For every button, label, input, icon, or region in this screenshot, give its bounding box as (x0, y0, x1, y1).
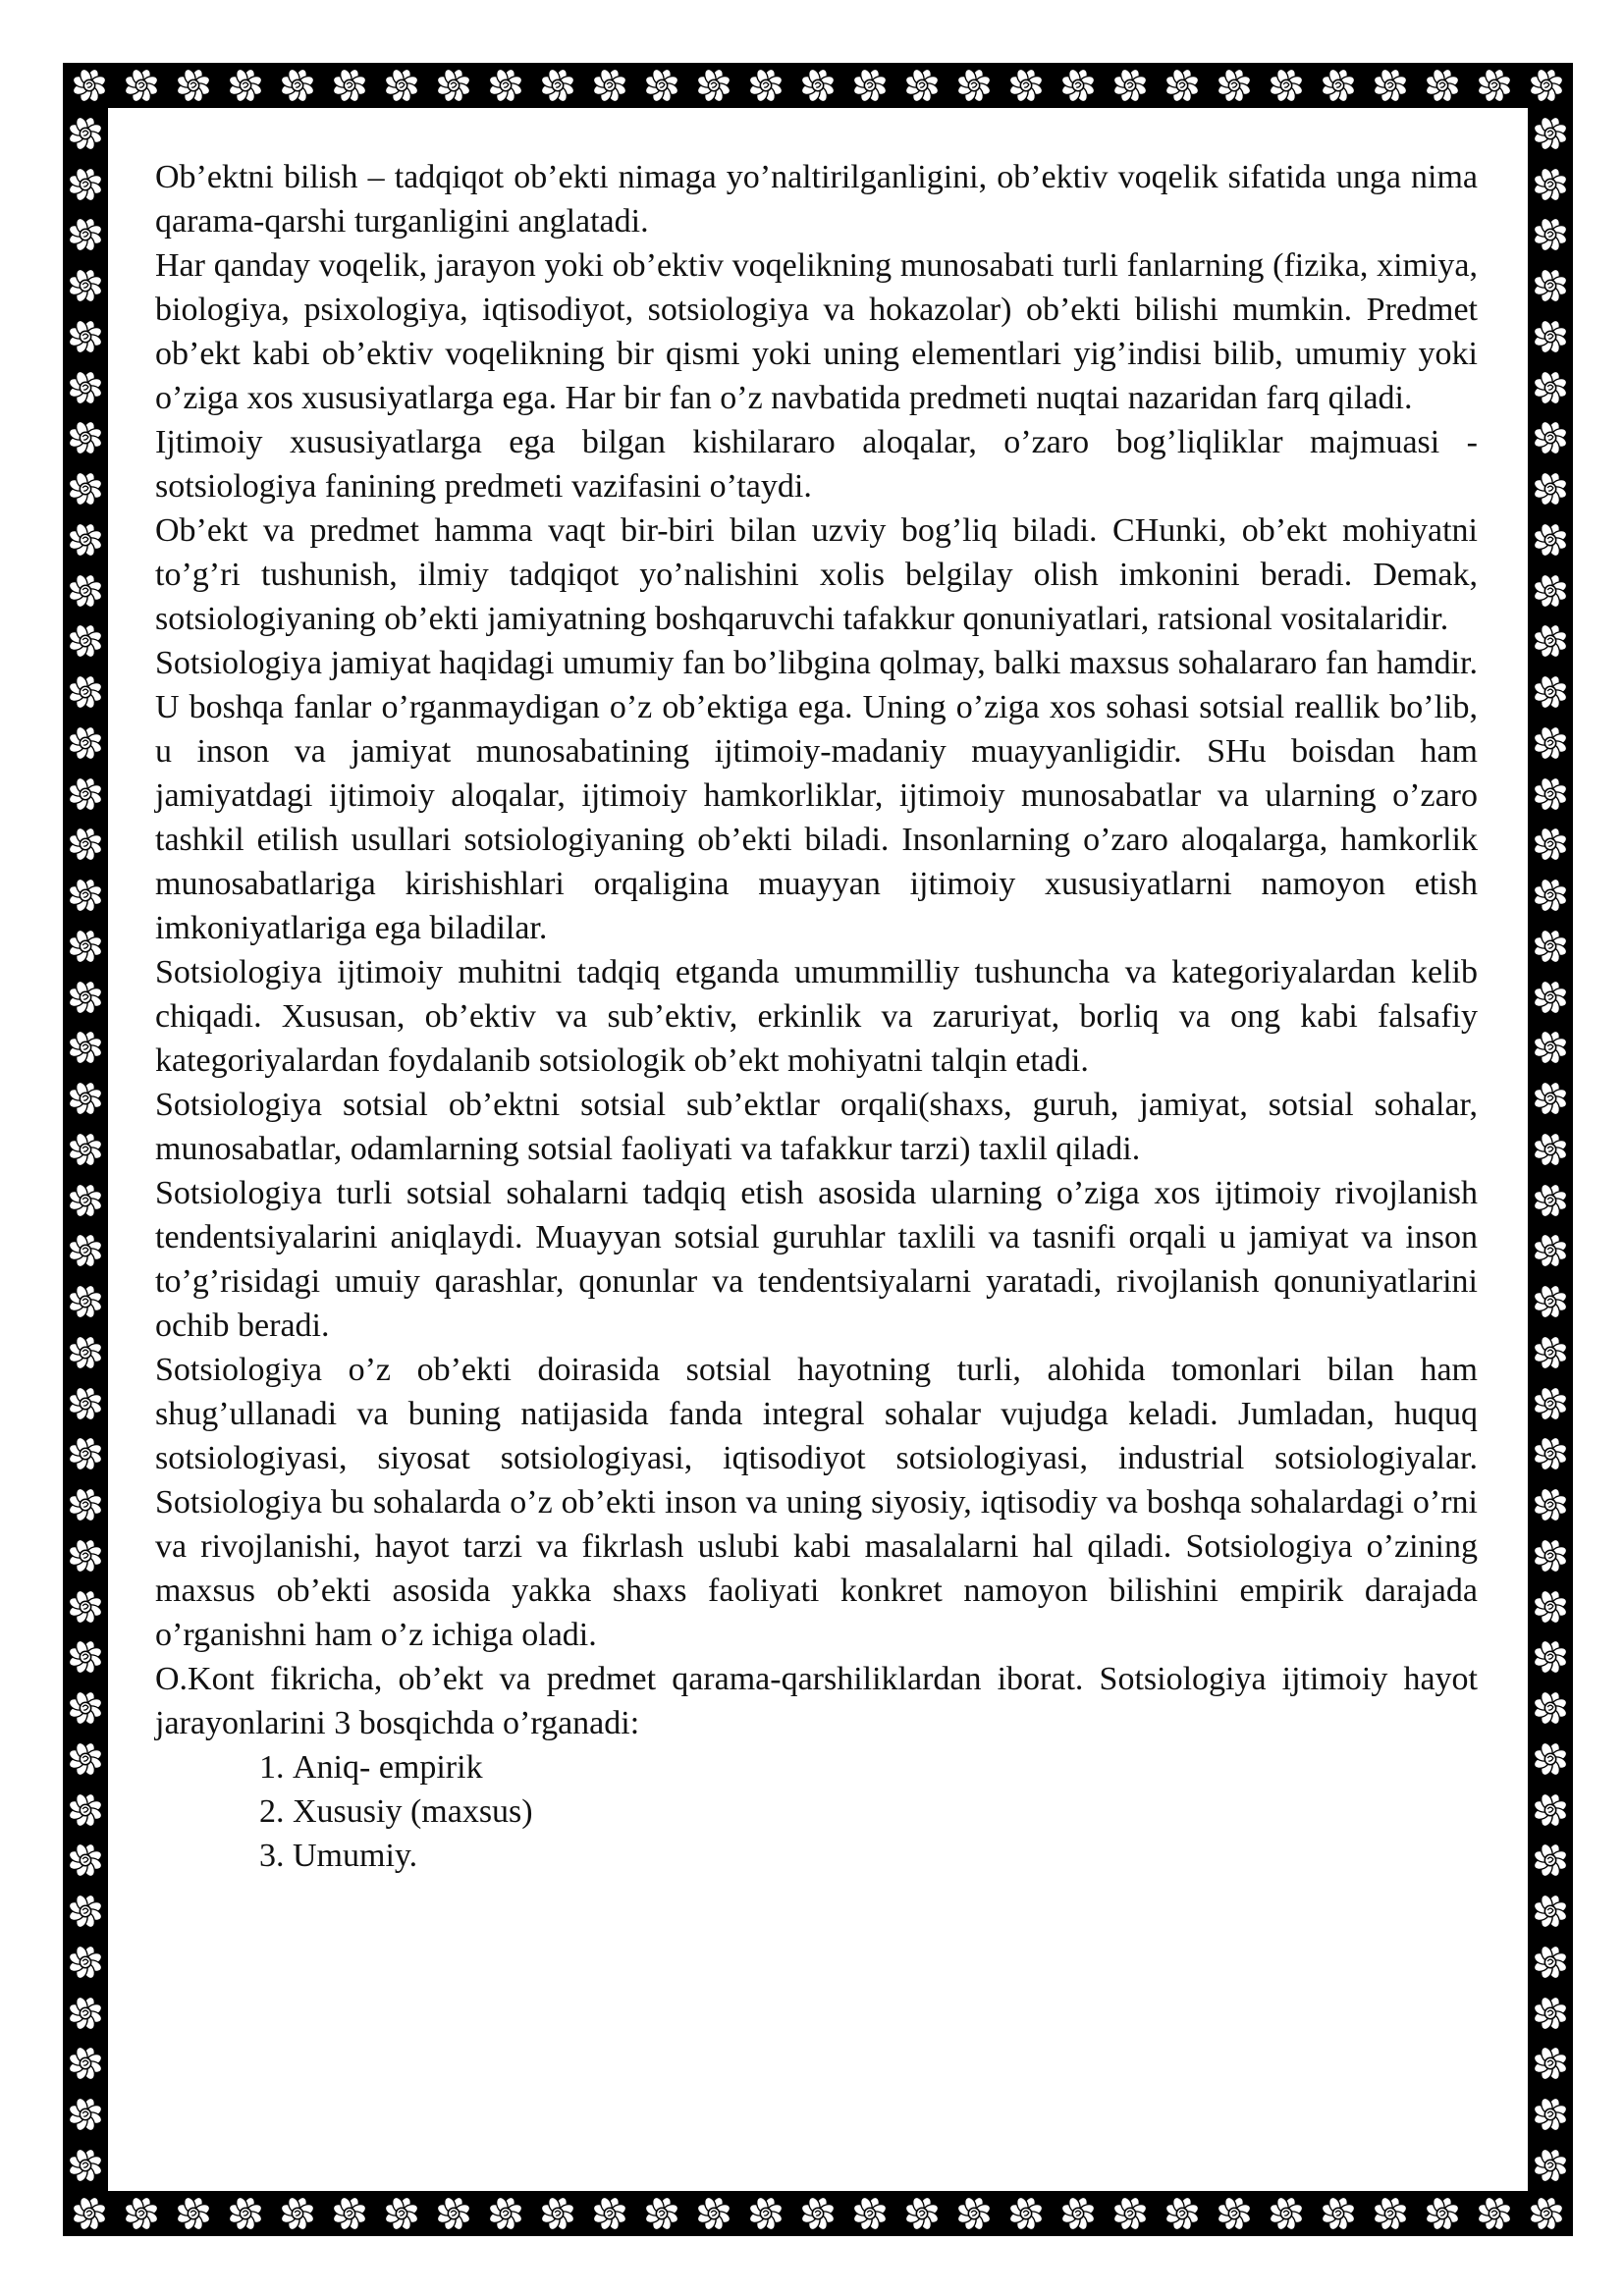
flower-icon (1532, 1385, 1569, 1422)
flower-icon (643, 67, 680, 104)
flower-icon (1532, 369, 1569, 406)
flower-icon (67, 1029, 104, 1066)
paragraph: Sotsiologiya sotsial ob’ektni sotsial sub’ektlar orqali(shaxs, guruh, jamiyat, sotsial sohalar, munosabatlar, odamlarning sotsial faoliyati va tafakkur tarzi) taxlil qiladi. (155, 1087, 1478, 1167)
flower-icon (591, 67, 628, 104)
flower-icon (67, 1689, 104, 1727)
paragraph: Ob’ekt va predmet hamma vaqt bir-biri bilan uzviy bog’liq biladi. CHunki, ob’ekt mohiyatni to’g’ri tushunish, ilmiy tadqiqot yo’nalishini xolis belgilay olish imkonini beradi. Demak, sotsiologiyaning ob’ekti jamiyatning boshqaruvchi tafakkur qonuniyatlari, ratsional vositalaridir. (155, 512, 1478, 637)
flower-icon (67, 928, 104, 965)
flower-icon (1532, 1182, 1569, 1219)
border-right (1528, 108, 1573, 2191)
border-bottom (63, 2191, 1573, 2236)
flower-icon (799, 2195, 837, 2232)
flower-icon (1532, 2096, 1569, 2133)
flower-icon (1532, 877, 1569, 914)
flower-icon (1059, 2195, 1097, 2232)
flower-icon (71, 2195, 108, 2232)
flower-icon (67, 775, 104, 813)
flower-icon (1532, 1791, 1569, 1829)
paragraph: Sotsiologiya ijtimoiy muhitni tadqiq etganda umummilliy tushuncha va kategoriyalardan kelib chiqadi. Xususan, ob’ektiv va sub’ektiv, erkinlik va zaruriyat, borliq va ong kabi falsafiy kategoriyalardan foydalanib sotsiologik ob’ekt mohiyatni talqin etadi. (155, 954, 1478, 1079)
flower-icon (67, 1791, 104, 1829)
flower-icon (1532, 1029, 1569, 1066)
flower-icon (67, 1435, 104, 1472)
flower-icon (1268, 2195, 1305, 2232)
flower-icon (67, 2147, 104, 2184)
paragraph: Har qanday voqelik, jarayon yoki ob’ektiv voqelikning munosabati turli fanlarning (fizika, ximiya, biologiya, psixologiya, iqtisodiyot, sotsiologiya va hokazolar) ob’ekti bilishi mumkin. Predmet ob’ekt kabi ob’ektiv voqelikning bir qismi yoki uning elementlari yig’indisi bilib, umumiy yoki o’ziga xos xususiyatlarga ega. Har bir fan o’z navbatida predmeti nuqtai nazaridan farq qiladi. (155, 247, 1478, 416)
flower-icon (67, 318, 104, 355)
flower-icon (331, 2195, 368, 2232)
flower-icon (1111, 2195, 1149, 2232)
flower-icon (1532, 1588, 1569, 1626)
flower-icon (1372, 2195, 1409, 2232)
flower-icon (67, 1842, 104, 1879)
flower-icon (1372, 67, 1409, 104)
flower-icon (227, 2195, 264, 2232)
flower-icon (1532, 2045, 1569, 2082)
flower-icon (903, 2195, 941, 2232)
flower-icon (903, 67, 941, 104)
flower-icon (435, 67, 472, 104)
flower-icon (1532, 521, 1569, 559)
flower-icon (1532, 1638, 1569, 1676)
flower-icon (175, 2195, 212, 2232)
flower-icon (67, 1537, 104, 1575)
flower-icon (1059, 67, 1097, 104)
flower-icon (1532, 1842, 1569, 1879)
flower-icon (1532, 673, 1569, 711)
flower-icon (1476, 67, 1513, 104)
flower-icon (67, 216, 104, 253)
flower-icon (175, 67, 212, 104)
flower-icon (1424, 67, 1461, 104)
flower-icon (1532, 775, 1569, 813)
flower-icon (123, 2195, 160, 2232)
flower-icon (1532, 1486, 1569, 1523)
flower-icon (67, 369, 104, 406)
flower-icon (67, 826, 104, 863)
flower-icon (747, 67, 785, 104)
list-item: 2. Xususiy (maxsus) (293, 1789, 1478, 1834)
flower-icon (955, 67, 993, 104)
flower-icon (1320, 67, 1357, 104)
flower-icon (1111, 67, 1149, 104)
flower-icon (67, 1995, 104, 2032)
flower-icon (67, 2045, 104, 2082)
flower-icon (1532, 724, 1569, 762)
flower-icon (67, 724, 104, 762)
flower-icon (1532, 470, 1569, 507)
flower-icon (643, 2195, 680, 2232)
flower-icon (1007, 2195, 1045, 2232)
flower-icon (1532, 1995, 1569, 2032)
flower-icon (1164, 2195, 1201, 2232)
flower-icon (67, 673, 104, 711)
flower-icon (67, 419, 104, 456)
flower-icon (1532, 1131, 1569, 1168)
flower-icon (487, 2195, 524, 2232)
flower-icon (67, 521, 104, 559)
flower-icon (67, 1283, 104, 1320)
flower-icon (67, 622, 104, 660)
document-text (155, 155, 1478, 1878)
flower-icon (67, 1638, 104, 1676)
flower-icon (67, 979, 104, 1016)
flower-icon (695, 67, 732, 104)
paragraph: Ob’ektni bilish – tadqiqot ob’ekti nimaga yo’naltirilganligini, ob’ektiv voqelik sifatida unga nima qarama-qarshi turganligini anglatadi. (155, 159, 1478, 240)
flower-icon (1528, 2195, 1565, 2232)
flower-icon (67, 115, 104, 152)
flower-icon (1532, 1944, 1569, 1981)
flower-icon (1007, 67, 1045, 104)
flower-icon (1532, 115, 1569, 152)
paragraph: Sotsiologiya turli sotsial sohalarni tadqiq etish asosida ularning o’ziga xos ijtimoiy rivojlanish tendentsiyalarini aniqlaydi. Muayyan sotsial guruhlar taxlili va tasnifi orqali u jamiyat va inson to’g’risidagi umuiy qarashlar, qonunlar va tendentsiyalarni yaratadi, rivojlanish qonuniyatlarini ochib beradi. (155, 1175, 1478, 1344)
flower-icon (1532, 979, 1569, 1016)
paragraph: Sotsiologiya jamiyat haqidagi umumiy fan bo’libgina qolmay, balki maxsus sohalararo fan hamdir. U boshqa fanlar o’rganmaydigan o’z ob’ektiga ega. Uning o’ziga xos sohasi sotsial reallik bo’lib, u inson va jamiyat munosabatining ijtimoiy-madaniy muayyanligidir. SHu boisdan ham jamiyatdagi ijtimoiy aloqalar, ijtimoiy hamkorliklar, ijtimoiy munosabatlar va ularning o’zaro tashkil etilish usullari sotsiologiyaning ob’ekti biladi. Insonlarning o’zaro aloqalarga, hamkorlik munosabatlariga kirishishlari orqaligina muayyan ijtimoiy xususiyatlarni namoyon etish imkoniyatlariga ega biladilar. (155, 645, 1478, 946)
flower-icon (67, 1588, 104, 1626)
flower-icon (1532, 622, 1569, 660)
flower-icon (1532, 1283, 1569, 1320)
flower-icon (67, 1131, 104, 1168)
flower-icon (1532, 1080, 1569, 1117)
flower-icon (1532, 267, 1569, 304)
flower-icon (1532, 1232, 1569, 1269)
flower-icon (67, 1080, 104, 1117)
stages-list (155, 1745, 1478, 1878)
flower-icon (227, 67, 264, 104)
flower-icon (955, 2195, 993, 2232)
flower-icon (539, 2195, 576, 2232)
flower-icon (539, 67, 576, 104)
flower-icon (331, 67, 368, 104)
flower-icon (851, 2195, 889, 2232)
flower-icon (67, 1232, 104, 1269)
flower-icon (1216, 2195, 1253, 2232)
border-top (63, 63, 1573, 108)
flower-icon (67, 470, 104, 507)
flower-icon (1532, 826, 1569, 863)
flower-icon (1532, 1740, 1569, 1778)
flower-icon (1532, 419, 1569, 456)
flower-icon (67, 1893, 104, 1930)
flower-icon (67, 1740, 104, 1778)
flower-icon (851, 67, 889, 104)
flower-icon (591, 2195, 628, 2232)
flower-icon (279, 2195, 316, 2232)
flower-icon (1528, 67, 1565, 104)
flower-icon (67, 877, 104, 914)
flower-icon (1532, 1334, 1569, 1371)
flower-icon (799, 67, 837, 104)
flower-icon (67, 1944, 104, 1981)
flower-icon (67, 1486, 104, 1523)
flower-icon (67, 1334, 104, 1371)
flower-icon (1424, 2195, 1461, 2232)
flower-icon (67, 267, 104, 304)
flower-icon (747, 2195, 785, 2232)
flower-icon (67, 572, 104, 610)
flower-icon (279, 67, 316, 104)
flower-icon (71, 67, 108, 104)
border-left (63, 108, 108, 2191)
flower-icon (383, 67, 420, 104)
paragraph: Ijtimoiy xususiyatlarga ega bilgan kishilararo aloqalar, o’zaro bog’liqliklar majmuasi - sotsiologiya fanining predmeti vazifasini o’taydi. (155, 424, 1478, 505)
flower-icon (123, 67, 160, 104)
list-item: 1. Aniq- empirik (293, 1745, 1478, 1789)
flower-icon (1216, 67, 1253, 104)
paragraph: Sotsiologiya o’z ob’ekti doirasida sotsial hayotning turli, alohida tomonlari bilan ham shug’ullanadi va buning natijasida fanda integral sohalar vujudga keladi. Jumladan, huquq sotsiologiyasi, siyosat sotsiologiyasi, iqtisodiyot sotsiologiyasi, industrial sotsiologiyalar. Sotsiologiya bu sohalarda o’z ob’ekti inson va uning siyosiy, iqtisodiy va boshqa sohalardagi o’rni va rivojlanishi, hayot tarzi va fikrlash uslubi kabi masalalarni hal qiladi. Sotsiologiya o’zining maxsus ob’ekti asosida yakka shaxs faoliyati konkret namoyon bilishini empirik darajada o’rganishni ham o’z ichiga oladi. (155, 1352, 1478, 1653)
flower-icon (1164, 67, 1201, 104)
flower-icon (1532, 1435, 1569, 1472)
flower-icon (1532, 216, 1569, 253)
paragraph: O.Kont fikricha, ob’ekt va predmet qarama-qarshiliklardan iborat. Sotsiologiya ijtimoiy hayot jarayonlarini 3 bosqichda o’rganadi: (155, 1661, 1478, 1741)
flower-icon (1532, 1893, 1569, 1930)
flower-icon (67, 1182, 104, 1219)
flower-icon (67, 1385, 104, 1422)
list-item: 3. Umumiy. (293, 1834, 1478, 1878)
flower-icon (1532, 928, 1569, 965)
flower-icon (67, 2096, 104, 2133)
flower-icon (695, 2195, 732, 2232)
flower-icon (1532, 1537, 1569, 1575)
flower-icon (67, 166, 104, 203)
flower-icon (383, 2195, 420, 2232)
flower-icon (1320, 2195, 1357, 2232)
flower-icon (435, 2195, 472, 2232)
flower-icon (1268, 67, 1305, 104)
flower-icon (1532, 2147, 1569, 2184)
flower-icon (1476, 2195, 1513, 2232)
flower-icon (487, 67, 524, 104)
flower-icon (1532, 1689, 1569, 1727)
flower-icon (1532, 166, 1569, 203)
flower-icon (1532, 318, 1569, 355)
flower-icon (1532, 572, 1569, 610)
